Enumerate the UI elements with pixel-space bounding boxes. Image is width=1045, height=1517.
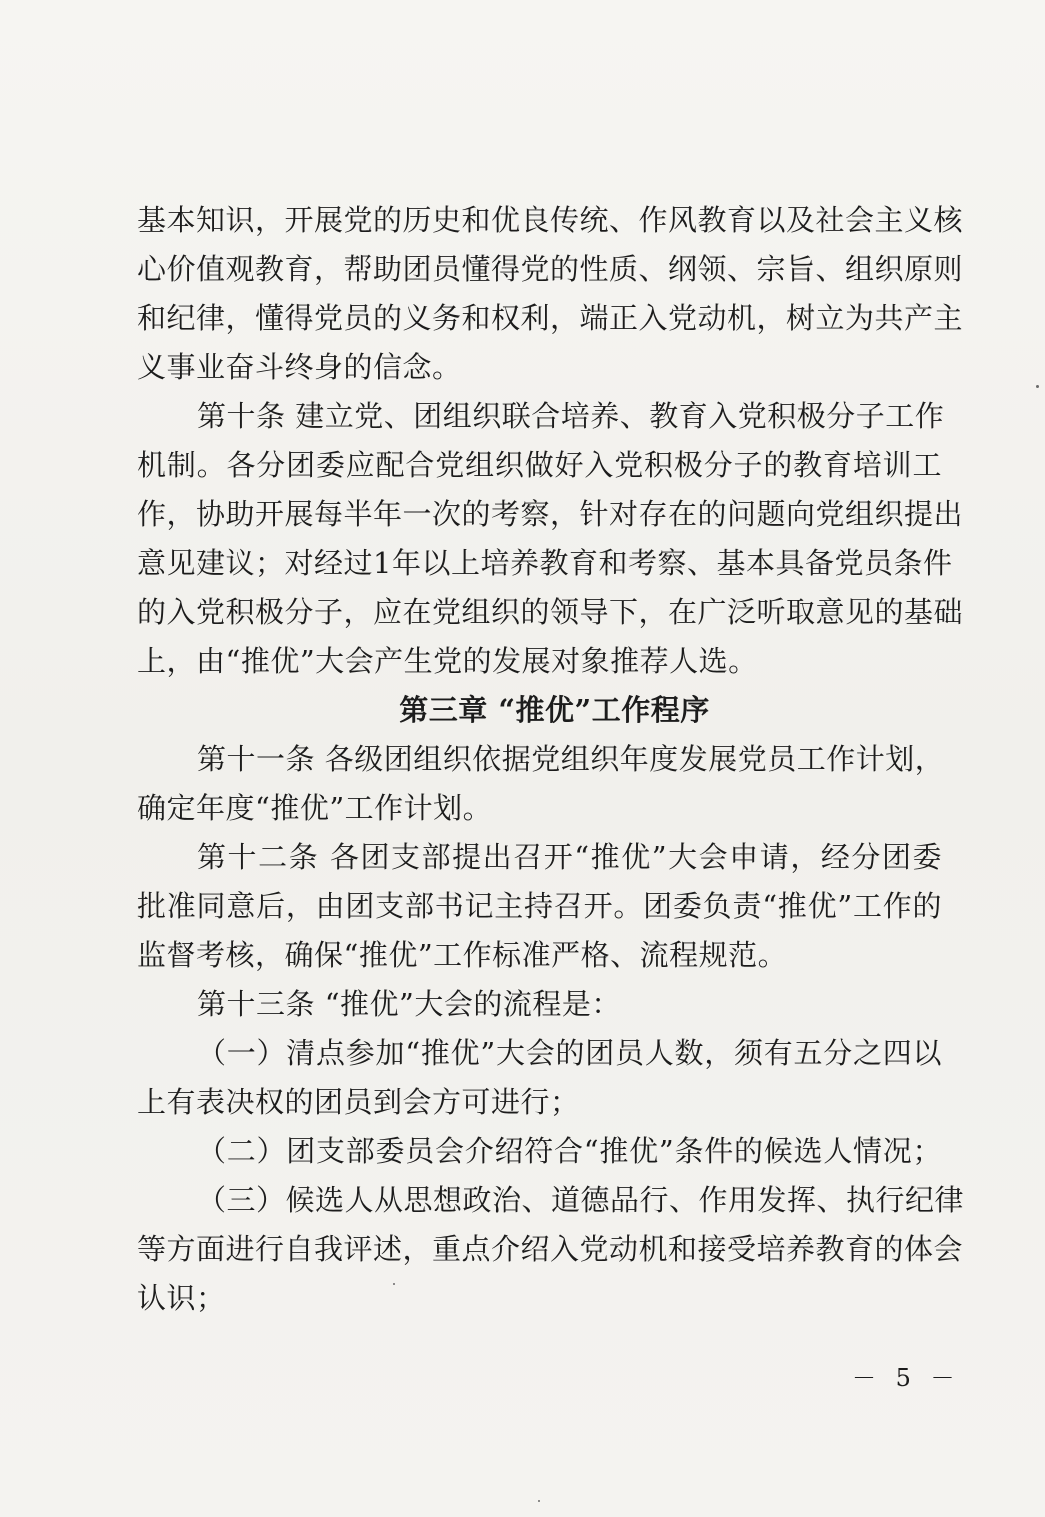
text-line: 确定年度“推优”工作计划。 — [137, 791, 493, 825]
text-line: 意见建议；对经过1年以上培养教育和考察、基本具备党员条件 — [137, 546, 953, 580]
text-line: 义事业奋斗终身的信念。 — [137, 350, 462, 384]
chapter-heading: 第三章 “推优”工作程序 — [399, 693, 710, 727]
document-body — [137, 196, 965, 1323]
text-line: 批准同意后，由团支部书记主持召开。团委负责“推优”工作的 — [137, 889, 942, 923]
text-line: 上有表决权的团员到会方可进行； — [137, 1085, 580, 1119]
text-line: 基本知识，开展党的历史和优良传统、作风教育以及社会主义核 — [137, 203, 964, 237]
text-line: 等方面进行自我评述，重点介绍入党动机和接受培养教育的体会 — [137, 1232, 964, 1266]
text-line: 认识； — [137, 1281, 226, 1315]
text-line: 作，协助开展每半年一次的考察，针对存在的问题向党组织提出 — [137, 497, 964, 531]
scan-speck — [393, 1283, 395, 1285]
text-line: 机制。各分团委应配合党组织做好入党积极分子的教育培训工 — [137, 448, 942, 482]
article-12-start: 第十二条 各团支部提出召开“推优”大会申请，经分团委 — [197, 840, 942, 874]
list-item-3: （三）候选人从思想政治、道德品行、作用发挥、执行纪律 — [197, 1183, 965, 1217]
text-line: 监督考核，确保“推优”工作标准严格、流程规范。 — [137, 938, 788, 972]
list-item-2: （二）团支部委员会介绍符合“推优”条件的候选人情况； — [197, 1134, 942, 1168]
text-line: 的入党积极分子，应在党组织的领导下，在广泛听取意见的基础 — [137, 595, 964, 629]
text-line: 心价值观教育，帮助团员懂得党的性质、纲领、宗旨、组织原则 — [137, 252, 964, 286]
scan-speck — [538, 1500, 540, 1502]
article-10-start: 第十条 建立党、团组织联合培养、教育入党积极分子工作 — [197, 399, 945, 433]
page-number: － 5 － — [852, 1364, 961, 1392]
text-line: 和纪律，懂得党员的义务和权利，端正入党动机，树立为共产主 — [137, 301, 964, 335]
scan-speck — [1036, 385, 1039, 388]
list-item-1: （一）清点参加“推优”大会的团员人数，须有五分之四以 — [197, 1036, 942, 1070]
article-11-start: 第十一条 各级团组织依据党组织年度发展党员工作计划， — [197, 742, 945, 776]
article-13-start: 第十三条 “推优”大会的流程是： — [197, 987, 621, 1021]
text-line: 上，由“推优”大会产生党的发展对象推荐人选。 — [137, 644, 758, 678]
